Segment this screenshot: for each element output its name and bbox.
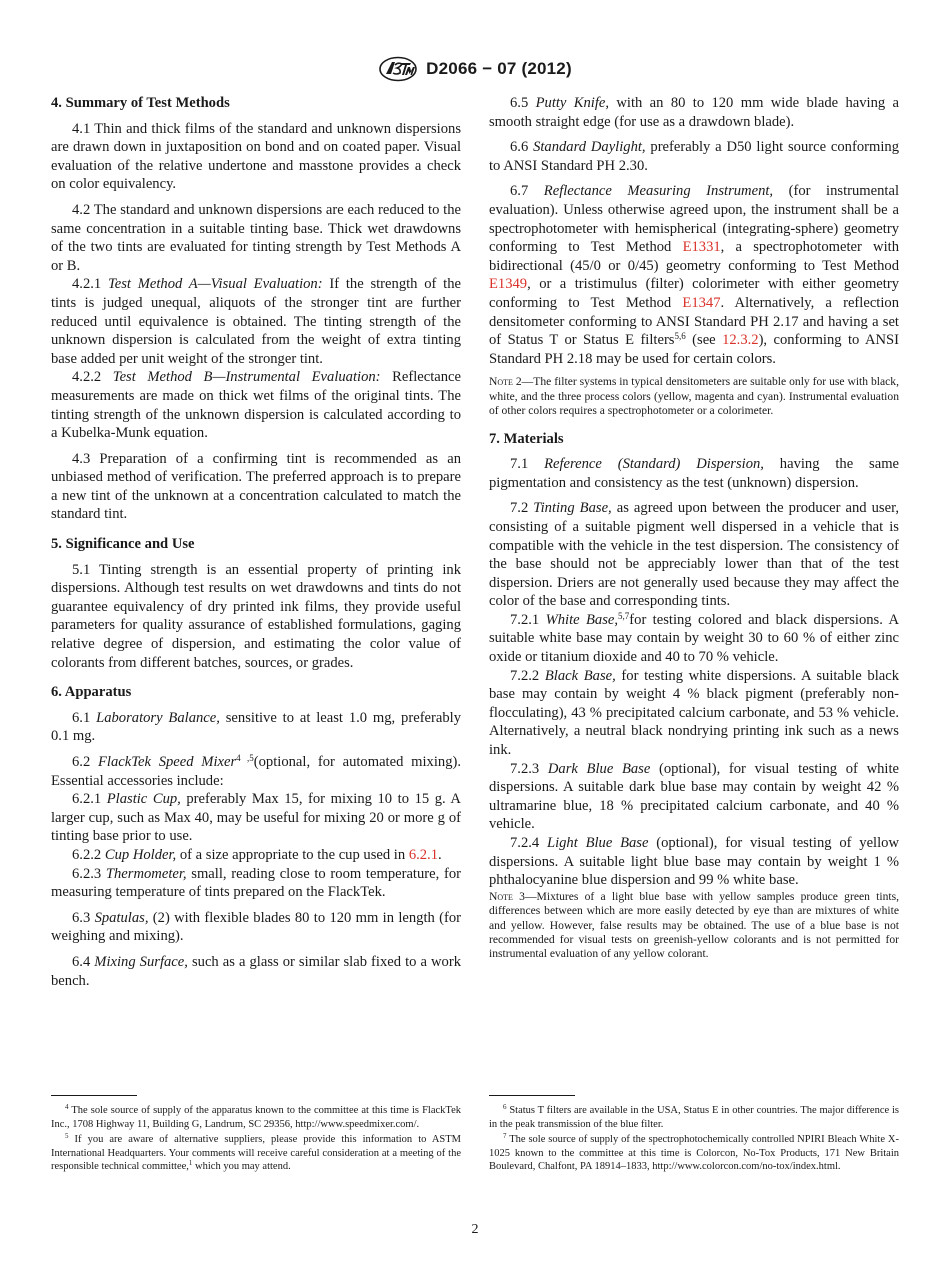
footnote-rule-right bbox=[489, 1095, 575, 1096]
para-4-1: 4.1 Thin and thick films of the standard and unknown dispersions are drawn down in juxtaposition on bond and on coated paper. Visual evaluation of the relative undertone and masstone provides a check on color equivalency. bbox=[51, 120, 461, 193]
para-6-6: 6.6 Standard Daylight, preferably a D50 light source conforming to ANSI Standard PH 2.30. bbox=[489, 139, 899, 174]
para-6-1: 6.1 Laboratory Balance, sensitive to at least 1.0 mg, preferably 0.1 mg. bbox=[51, 709, 462, 745]
footnote-rule-left bbox=[51, 1095, 137, 1096]
para-6-3: 6.3 Spatulas, (2) with flexible blades 80 to 120 mm in length (for weighing and mixing). bbox=[51, 909, 461, 945]
para-6-2-3: 6.2.3 Thermometer, small, reading close to room temperature, for measuring temperature of tints prepared on the FlackTek. bbox=[51, 865, 461, 901]
footnote-6: $^6$ Status T filters are available in the USA, Status E in other countries. The major difference is in the peak transmission of the blue filter. bbox=[489, 1103, 899, 1130]
footnote-7: $^7$ The sole source of supply of the spectrophotochemically controlled NPIRI Bleach White X-1025 known to the committee at this time is Colorcon, No-Tox Products, 171 New Britain Boulevard, Chalfont, PA 18914–1833, http://www.colorcon.com/no-tox/index.html. bbox=[489, 1132, 899, 1173]
link-e1347[interactable]: E1347 bbox=[682, 294, 721, 311]
section-4-heading: 4. Summary of Test Methods bbox=[51, 95, 230, 111]
note-2: Note 2—The filter systems in typical densitometers are suitable only for use with black, white, and the three process colors (yellow, magenta and cyan). Instrumental evaluation of other colors requires a spectrophotometer or a colorimeter. bbox=[489, 375, 899, 418]
para-4-2-1: 4.2.1 Test Method A—Visual Evaluation: If the strength of the tints is judged unequal, aliquots of the stronger tint are further reduced until equivalence is obtained. The tinting strength of the unknown dispersion is calculated from the weight of extra tinting base added per unit weight of the stronger tint. bbox=[51, 276, 461, 367]
link-e1331[interactable]: E1331 bbox=[682, 239, 721, 256]
right-column bbox=[489, 94, 899, 969]
para-6-2: 6.2 FlackTek Speed Mixer$^{4 ,5}$(optional, for automated mixing). Essential accessories include: bbox=[51, 753, 461, 789]
para-7-2: 7.2 Tinting Base, as agreed upon between the producer and user, consisting of a suitable pigment well dispersed in a vehicle that is compatible with the vehicle in the test dispersion. The consistency of the base should not be appreciably lower than that of the test dispersion. Driers are not generally used because they may affect the color of the base and corresponding tints. bbox=[489, 500, 899, 610]
section-5-heading: 5. Significance and Use bbox=[51, 536, 195, 553]
footnote-4: $^4$ The sole source of supply of the apparatus known to the committee at this time is FlackTek Inc., 1708 Highway 11, Building G, Landrum, SC 29356, http://www.speedmixer.com/. bbox=[51, 1103, 461, 1130]
para-7-1: 7.1 Reference (Standard) Dispersion, having the same pigmentation and consistency as the test (unknown) dispersion. bbox=[489, 456, 900, 491]
para-4-2-2: 4.2.2 Test Method B—Instrumental Evaluation: Reflectance measurements are made on thick wet films of the original tints. The tinting strength of the unknown dispersion is calculated according to a Kubelka-Munk equation. bbox=[51, 369, 462, 442]
standard-designation: D2066 − 07 (2012) bbox=[426, 59, 572, 78]
note-3: Note 3—Mixtures of a light blue base with yellow samples produce green tints, differences between which are more easily detected by eye than are mixtures of white and yellow. However, false results may be obtained. The use of a blue base is not recommended for visual tests on greenish-yellow colorants and is not permitted for instrumental evaluation of any yellow colorant. bbox=[489, 889, 899, 961]
footnotes-right bbox=[489, 1104, 899, 1176]
astm-logo-icon bbox=[378, 56, 418, 82]
para-6-7: 6.7 Reflectance Measuring Instrument, (for instrumental evaluation). Unless otherwise agreed upon, the instrument shall be a spectrophotometer with hemispherical (integrating-sphere) geometry conforming to Test Method E1331, a spectrophotometer with bidirectional (45/0 or 0/45) geometry conforming to Test Method E1349, or a tristimulus (filter) colorimeter with either geometry conforming to Test Method E1347. Alternatively, a reflection densitometer conforming to ANSI Standard PH 2.17 and having a set of Status T or Status E filters$^{5,6}$ (see 12.3.2), conforming to ANSI Standard PH 2.18 may be used for certain colors. bbox=[489, 183, 900, 367]
para-6-4: 6.4 Mixing Surface, such as a glass or similar slab fixed to a work bench. bbox=[51, 953, 462, 989]
section-6-heading: 6. Apparatus bbox=[51, 684, 132, 701]
page-number: 2 bbox=[471, 1222, 479, 1237]
footnote-5: $^5$ If you are aware of alternative suppliers, please provide this information to ASTM International Headquarters. Your comments will receive careful consideration at a meeting of the responsible technical committee,$^1$ which you may attend. bbox=[51, 1132, 461, 1173]
para-5-1: 5.1 Tinting strength is an essential property of printing ink dispersions. Although test results on wet drawdowns and tints do not guarantee equivalency of dry printed ink films, they provide useful parameters for quality assurance of established formulations, gaging relative degree of dispersion, and estimating the color value of colorants from different batches, sources, or grades. bbox=[51, 561, 461, 671]
page-header bbox=[0, 56, 950, 82]
para-4-2: 4.2 The standard and unknown dispersions are each reduced to the same concentration in a suitable tinting base. Thick wet drawdowns of the two tints are evaluated for tinting strength by Test Methods A or B. bbox=[51, 201, 461, 274]
footnotes-left bbox=[51, 1104, 461, 1176]
link-e1349[interactable]: E1349 bbox=[489, 276, 528, 293]
link-12-3-2[interactable]: 12.3.2 bbox=[722, 332, 759, 349]
para-7-2-3: 7.2.3 Dark Blue Base (optional), for visual testing of white dispersions. A suitable dark blue base may contain by weight 42 % ultramarine blue, 18 % precipitated calcium carbonate, and 40 % vehicle. bbox=[489, 760, 899, 833]
para-7-2-2: 7.2.2 Black Base, for testing white dispersions. A suitable black base may contain by weight 4 % black pigment (preferably non-flocculating), 43 % precipitated calcium carbonate, and 53 % vehicle. Alternatively, a neutral black nondrying printing ink such as a news ink. bbox=[489, 667, 899, 759]
para-6-5: 6.5 Putty Knife, with an 80 to 120 mm wide blade having a smooth straight edge (for use as a drawdown blade). bbox=[489, 95, 899, 130]
para-4-3: 4.3 Preparation of a confirming tint is recommended as an unbiased method of verification. The preferred approach is to prepare a new tint of the unknown at a concentration calculated to match the standard tint. bbox=[51, 450, 461, 523]
section-7-heading: 7. Materials bbox=[489, 430, 564, 447]
para-6-2-1: 6.2.1 Plastic Cup, preferably Max 15, for mixing 10 to 15 g. A larger cup, such as Max 40, may be useful for mixing 20 or more g of tinting base prior to use. bbox=[51, 791, 461, 845]
link-6-2-1[interactable]: 6.2.1 bbox=[408, 846, 438, 863]
para-7-2-4: 7.2.4 Light Blue Base (optional), for visual testing of yellow dispersions. A suitable light blue base may contain by weight 1 % phthalocyanine blue dispersion and 99 % white base. bbox=[489, 835, 899, 889]
para-7-2-1: 7.2.1 White Base,$^{5,7}$for testing colored and black dispersions. A suitable white base may contain by weight 30 to 60 % of either zinc oxide or titanium dioxide and 40 to 70 % vehicle. bbox=[489, 610, 899, 666]
para-6-2-2: 6.2.2 Cup Holder, of a size appropriate to the cup used in 6.2.1. bbox=[72, 846, 442, 863]
left-column bbox=[51, 94, 461, 997]
